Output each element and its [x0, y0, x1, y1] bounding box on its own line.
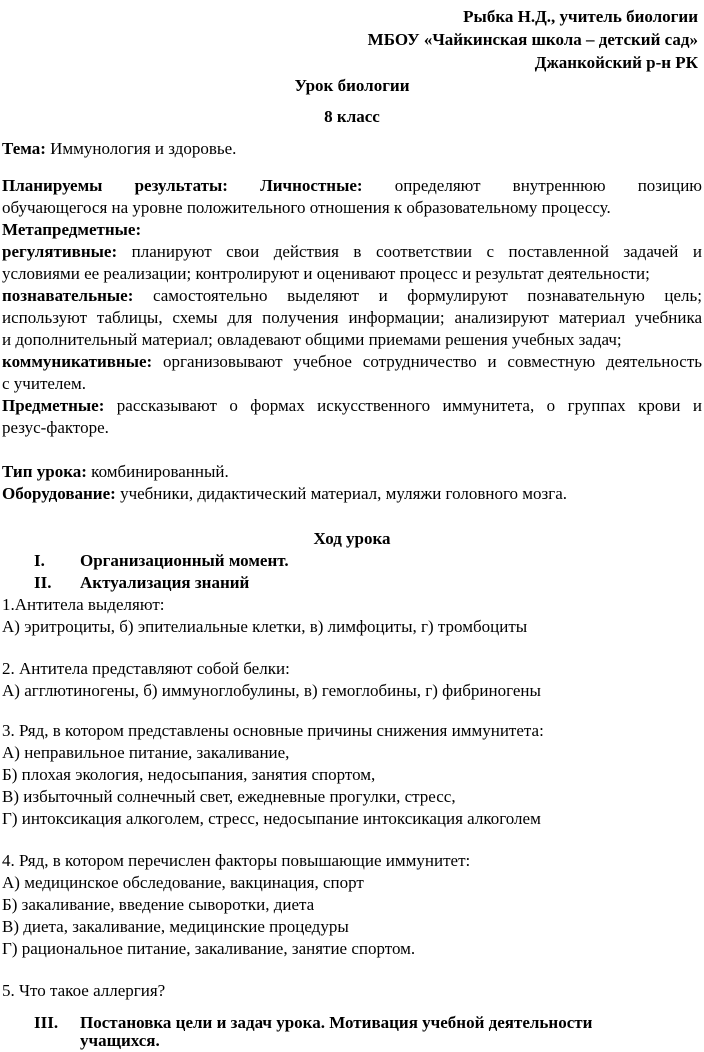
section-3-title: Постановка цели и задач урока. Мотивация учебной деятельности [80, 1013, 593, 1032]
communicative-label: коммуникативные: [2, 352, 153, 371]
question-3-option-b: Б) плохая экология, недосыпания, занятия спортом, [2, 765, 376, 784]
subject-label: Предметные: [2, 396, 105, 415]
topic-label: Тема: [2, 139, 46, 158]
communicative-line-1 [2, 351, 702, 373]
communicative-text-2: с учителем. [2, 374, 86, 393]
header-region: Джанкойский р-н РК [534, 53, 698, 72]
cognitive-line-1 [2, 285, 702, 307]
lesson-type-label: Тип урока: [2, 462, 87, 481]
subject-text-1: рассказывают о формах искусственного иммунитета, о группах крови и [104, 396, 702, 415]
question-2: 2. Антитела представляют собой белки: [2, 659, 290, 678]
cognitive-text-3: и дополнительный материал; овладевают общими приемами решения учебных задач; [2, 330, 622, 349]
topic-text: Иммунология и здоровье. [45, 139, 237, 158]
question-3: 3. Ряд, в котором представлены основные причины снижения иммунитета: [2, 721, 544, 740]
grade: 8 класс [324, 107, 380, 126]
regulative-text-1: планируют свои действия в соответствии с поставленной задачей и [117, 242, 702, 261]
question-4-option-c: В) диета, закаливание, медицинские процедуры [2, 917, 349, 936]
meta-label: Метапредметные: [2, 220, 142, 239]
lesson-type-line [2, 461, 229, 483]
planned-label: Планируемы результаты: [2, 176, 228, 195]
personal-label: Личностные: [260, 176, 363, 195]
question-1: 1.Антитела выделяют: [2, 595, 165, 614]
section-3-number: III. [34, 1013, 59, 1032]
question-4-option-d: Г) рациональное питание, закаливание, занятие спортом. [2, 939, 416, 958]
question-3-option-d: Г) интоксикация алкоголем, стресс, недосыпание интоксикация алкоголем [2, 809, 541, 828]
course-title: Ход урока [313, 529, 391, 548]
equipment-text: учебники, дидактический материал, муляжи головного мозга. [115, 484, 568, 503]
section-2-number: II. [34, 573, 52, 592]
regulative-label: регулятивные: [2, 242, 118, 261]
question-3-option-a: А) неправильное питание, закаливание, [2, 743, 290, 762]
subject-line-1 [2, 395, 702, 417]
equipment-label: Оборудование: [2, 484, 116, 503]
cognitive-text-2: используют таблицы, схемы для получения информации; анализируют материал учебника [2, 308, 702, 327]
subject-text-2: резус-факторе. [2, 418, 109, 437]
communicative-text-1: организовывают учебное сотрудничество и совместную деятельность [152, 352, 702, 371]
section-3-title-cont: учащихся. [80, 1031, 160, 1050]
question-3-option-c: В) избыточный солнечный свет, ежедневные прогулки, стресс, [2, 787, 456, 806]
lesson-type-text: комбинированный. [86, 462, 229, 481]
header-school: МБОУ «Чайкинская школа – детский сад» [367, 30, 698, 49]
question-4-option-b: Б) закаливание, введение сыворотки, диета [2, 895, 315, 914]
question-5: 5. Что такое аллергия? [2, 981, 166, 1000]
equipment-line [2, 483, 567, 505]
question-2-answers: А) агглютиногены, б) иммуноглобулины, в) гемоглобины, г) фибриногены [2, 681, 541, 700]
regulative-text-2: условиями ее реализации; контролируют и оценивают процесс и результат деятельности; [2, 264, 650, 283]
personal-text-1: определяют внутреннюю позицию [394, 176, 703, 195]
cognitive-text-1: самостоятельно выделяют и формулируют познавательную цель; [133, 286, 702, 305]
question-4-option-a: А) медицинское обследование, вакцинация, спорт [2, 873, 364, 892]
cognitive-label: познавательные: [2, 286, 134, 305]
section-1-number: I. [34, 551, 45, 570]
question-1-answers: А) эритроциты, б) эпителиальные клетки, в) лимфоциты, г) тромбоциты [2, 617, 528, 636]
section-1-title: Организационный момент. [80, 551, 289, 570]
planned-line-1 [2, 175, 702, 197]
lesson-title: Урок биологии [294, 76, 410, 95]
section-2-title: Актуализация знаний [80, 573, 250, 592]
regulative-line-1 [2, 241, 702, 263]
header-author: Рыбка Н.Д., учитель биологии [463, 7, 698, 26]
personal-text-2: обучающегося на уровне положительного отношения к образовательному процессу. [2, 198, 611, 217]
topic-line [2, 138, 236, 160]
question-4: 4. Ряд, в котором перечислен факторы повышающие иммунитет: [2, 851, 471, 870]
